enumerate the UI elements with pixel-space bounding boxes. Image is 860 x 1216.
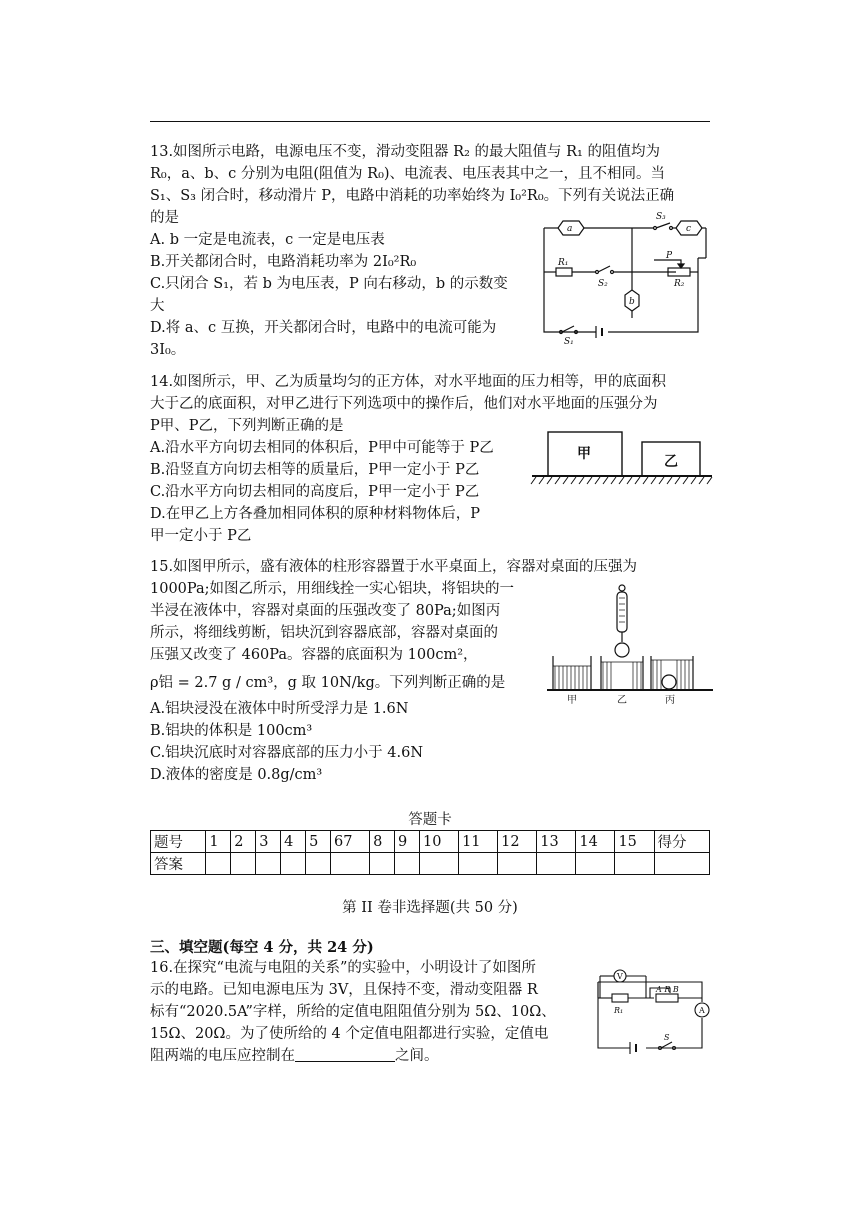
q14-fig-label-jia: 甲 [577,446,591,462]
q15-option-b: B.铝块的体积是 100cm³ [150,723,313,739]
q13-fig-label-b: b [629,297,635,307]
answer-card-cell: 15 [615,831,654,853]
q16-fig-label-arb: A R B [656,985,679,994]
answer-input-cell[interactable] [331,853,370,875]
answer-card-table [150,830,710,875]
answer-card-cell: 9 [395,831,420,853]
answer-input-cell[interactable] [370,853,395,875]
q13-option-b: B.开关都闭合时，电路消耗功率为 2I₀²R₀ [150,254,417,270]
q16-stem-line: 示的电路。已知电源电压为 3V，且保持不变，滑动变阻器 R [150,982,538,998]
q13-fig-label-r1: R₁ [558,258,569,268]
q15-stem-line: 压强又改变了 460Pa。容器的底面积为 100cm²， [150,647,478,663]
answer-card-cell: 14 [576,831,615,853]
q16-text: 之间。 [395,1048,439,1064]
answer-input-cell[interactable] [576,853,615,875]
q16-circuit-diagram [590,968,714,1056]
answer-input-cell[interactable] [459,853,498,875]
q16-fig-label-a: A [699,1006,705,1015]
answer-card-answer-row [151,853,710,875]
q16-fig-label-r1: R₁ [614,1006,624,1015]
section-2-title: 第 II 卷非选择题(共 50 分) [342,900,518,916]
answer-card-cell: 4 [281,831,306,853]
answer-card-header-row [151,831,710,853]
q14-stem-line: 14.如图所示，甲、乙为质量均匀的正方体，对水平地面的压力相等，甲的底面积 [150,374,667,390]
q13-stem-line: 的是 [150,210,179,226]
q15-fig-label-jia: 甲 [567,695,577,706]
q13-stem-line: 13.如图所示电路，电源电压不变，滑动变阻器 R₂ 的最大阻值与 R₁ 的阻值均为 [150,144,660,160]
q14-stem-line: P甲、P乙，下列判断正确的是 [150,418,344,434]
q14-option-b: B.沿竖直方向切去相等的质量后，P甲一定小于 P乙 [150,462,480,478]
q14-stem-line: 大于乙的底面积，对甲乙进行下列选项中的操作后，他们对水平地面的压强分为 [150,396,658,412]
q15-stem-line: 1000Pa;如图乙所示，用细线拴一实心铝块，将铝块的一 [150,581,515,597]
q15-stem-line: ρ铝 = 2.7 g / cm³，g 取 10N/kg。下列判断正确的是 [150,675,506,691]
answer-card-cell: 67 [331,831,370,853]
answer-card-cell: 得分 [654,831,709,853]
answer-input-cell[interactable] [231,853,256,875]
q16-text: 阻两端的电压应控制在 [150,1048,295,1064]
q13-option-c: C.只闭合 S₁，若 b 为电压表，P 向右移动，b 的示数变 [150,276,508,292]
q13-option-d: D.将 a、c 互换，开关都闭合时，电路中的电流可能为 [150,320,497,336]
q13-circuit-diagram [536,210,712,346]
answer-input-cell[interactable] [654,853,709,875]
q16-fig-label-v: V [617,972,623,981]
answer-card-cell: 5 [306,831,331,853]
answer-card-cell: 1 [206,831,231,853]
q15-fig-label-yi: 乙 [617,695,627,706]
q13-option-a: A. b 一定是电流表，c 一定是电压表 [150,232,385,248]
q16-answer-blank[interactable] [295,1047,395,1062]
answer-card-cell: 12 [498,831,537,853]
answer-input-cell[interactable] [419,853,458,875]
q15-fig-label-bing: 丙 [665,695,675,706]
q13-fig-label-p: P [666,251,673,261]
answer-card-cell: 3 [256,831,281,853]
section-3-title: 三、填空题(每空 4 分，共 24 分) [150,939,374,956]
answer-card-cell: 10 [419,831,458,853]
q14-option-d: D.在甲乙上方各叠加相同体积的原种材料物体后，P [150,506,480,522]
answer-input-cell[interactable] [206,853,231,875]
q14-option-a: A.沿水平方向切去相同的体积后，P甲中可能等于 P乙 [150,440,494,456]
answer-card-cell: 答案 [151,853,206,875]
q15-option-a: A.铝块浸没在液体中时所受浮力是 1.6N [150,701,409,717]
answer-input-cell[interactable] [615,853,654,875]
q16-stem-line: 标有“2020.5A”字样，所给的定值电阻阻值分别为 5Ω、10Ω、 [150,1004,556,1020]
q13-fig-label-a: a [567,224,573,234]
q13-fig-label-s2: S₂ [598,279,608,289]
q13-fig-label-r2: R₂ [674,279,685,289]
q16-fig-label-s: S [664,1033,670,1042]
q15-stem-line: 半浸在液体中，容器对桌面的压强改变了 80Pa;如图丙 [150,603,501,619]
q14-cubes-diagram [530,428,714,490]
q15-stem-line: 15.如图甲所示，盛有液体的柱形容器置于水平桌面上，容器对桌面的压强为 [150,559,638,575]
q14-fig-label-yi: 乙 [664,454,678,470]
q16-stem-line: 15Ω、20Ω。为了使所给的 4 个定值电阻都进行实验，定值电 [150,1026,549,1042]
answer-card-cell: 13 [537,831,576,853]
answer-input-cell[interactable] [256,853,281,875]
q13-stem-line: S₁、S₃ 闭合时，移动滑片 P，电路中消耗的功率始终为 I₀²R₀。下列有关说法正确 [150,188,675,204]
q13-fig-label-s1: S₁ [564,337,574,346]
q13-stem-line: R₀，a、b、c 分别为电阻(阻值为 R₀)、电流表、电压表其中之一，且不相同。当 [150,166,666,182]
q15-stem-line: 所示，将细线剪断，铝块沉到容器底部，容器对桌面的 [150,625,498,641]
header-rule [150,121,710,122]
q13-fig-label-s3: S₃ [656,212,666,222]
answer-input-cell[interactable] [395,853,420,875]
q13-fig-label-c: c [686,224,692,234]
q13-option-d-cont: 3I₀。 [150,342,186,358]
answer-card-title: 答题卡 [408,812,452,828]
answer-card-cell: 2 [231,831,256,853]
q15-option-d: D.液体的密度是 0.8g/cm³ [150,767,323,783]
q16-stem-line: 16.在探究“电流与电阻的关系”的实验中，小明设计了如图所 [150,960,536,976]
q15-option-c: C.铝块沉底时对容器底部的压力小于 4.6N [150,745,424,761]
q14-option-c: C.沿水平方向切去相同的高度后，P甲一定小于 P乙 [150,484,480,500]
answer-input-cell[interactable] [537,853,576,875]
answer-card-cell: 8 [370,831,395,853]
answer-card-cell: 11 [459,831,498,853]
q14-option-d-cont: 甲一定小于 P乙 [150,528,252,544]
q15-containers-diagram [545,582,715,706]
answer-input-cell[interactable] [306,853,331,875]
q13-option-c-cont: 大 [150,298,165,314]
answer-card-cell: 题号 [151,831,206,853]
answer-input-cell[interactable] [281,853,306,875]
answer-input-cell[interactable] [498,853,537,875]
